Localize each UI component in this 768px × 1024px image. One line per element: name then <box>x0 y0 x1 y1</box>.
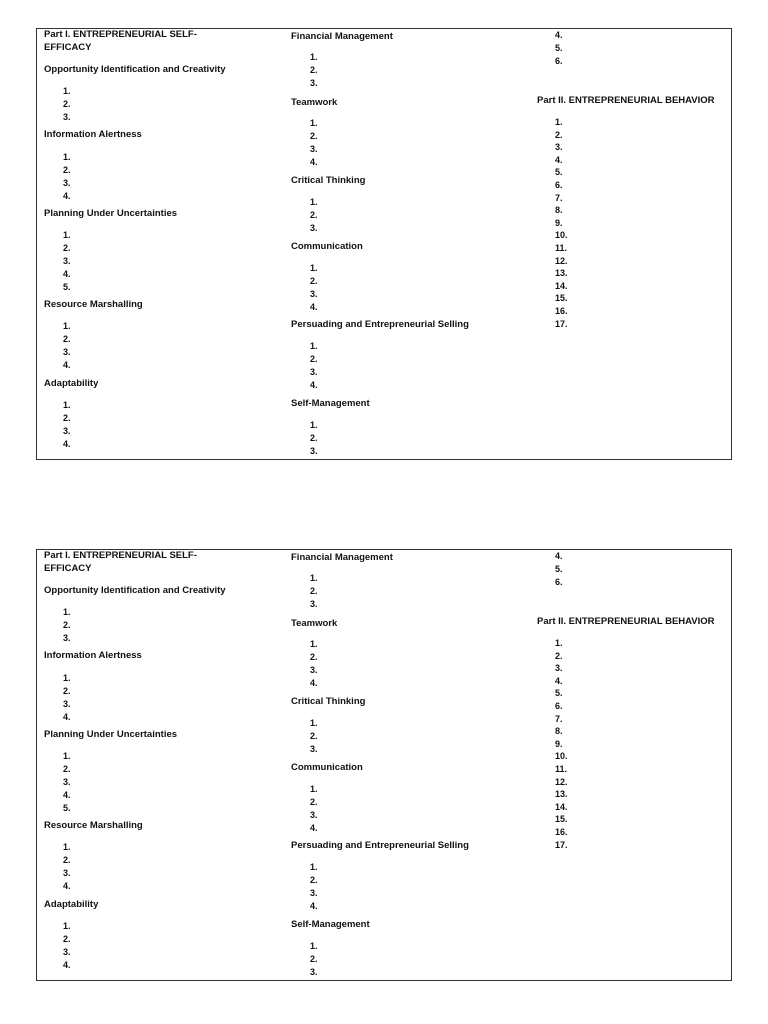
item-number: 3. <box>63 867 71 878</box>
section-heading: Opportunity Identification and Creativity <box>44 64 226 75</box>
item-number: 3. <box>310 445 318 456</box>
item-number: 3. <box>63 177 71 188</box>
item-number: 2. <box>310 432 318 443</box>
item-number: 1. <box>310 573 318 583</box>
item-number: 1. <box>63 842 71 852</box>
item-number: 4. <box>310 301 318 312</box>
part-2-title: Part II. ENTREPRENEURIAL BEHAVIOR <box>537 95 715 106</box>
item-number: 3. <box>63 698 71 709</box>
section-heading: Self-Management <box>291 398 370 409</box>
item-number: 3. <box>63 946 71 957</box>
item-number: 4. <box>555 675 563 686</box>
item-number: 2. <box>310 651 318 662</box>
section-heading: Teamwork <box>291 618 338 629</box>
item-number: 2. <box>63 763 71 774</box>
item-number: 4. <box>63 880 71 891</box>
item-number: 2. <box>63 164 71 175</box>
item-number: 2. <box>555 129 563 140</box>
item-number: 1. <box>310 941 318 951</box>
section-heading: Adaptability <box>44 899 99 910</box>
item-number: 1. <box>310 420 318 430</box>
item-number: 1. <box>310 52 318 62</box>
item-number: 17. <box>555 318 568 329</box>
section-heading: Self-Management <box>291 919 370 930</box>
item-number: 3. <box>555 142 563 153</box>
item-number: 3. <box>310 966 318 977</box>
section-heading: Planning Under Uncertainties <box>44 208 178 219</box>
item-number: 1. <box>310 718 318 728</box>
item-number: 14. <box>555 801 568 812</box>
item-number: 4. <box>310 900 318 911</box>
item-number: 3. <box>555 663 563 674</box>
item-number: 1. <box>63 607 71 617</box>
item-number: 3. <box>310 366 318 377</box>
item-number: 10. <box>555 230 568 241</box>
item-number: 4. <box>63 789 71 800</box>
item-number: 4. <box>555 154 563 165</box>
section-heading: Resource Marshalling <box>44 820 143 831</box>
item-number: 1. <box>555 117 563 127</box>
item-number: 15. <box>555 814 568 825</box>
item-number: 3. <box>63 425 71 436</box>
item-number: 15. <box>555 293 568 304</box>
survey-card-bottom <box>36 549 732 981</box>
item-number: 1. <box>310 784 318 794</box>
item-number: 3. <box>310 664 318 675</box>
section-heading: Planning Under Uncertainties <box>44 729 178 740</box>
part-1-title-continued: EFFICACY <box>44 42 92 53</box>
item-number: 9. <box>555 217 563 228</box>
item-number: 4. <box>63 959 71 970</box>
item-number: 1. <box>63 751 71 761</box>
item-number: 5. <box>555 167 563 178</box>
item-number: 2. <box>310 353 318 364</box>
section-heading: Financial Management <box>291 31 393 42</box>
item-number: 2. <box>310 874 318 885</box>
item-number: 16. <box>555 827 568 837</box>
item-number: 1. <box>63 152 71 162</box>
section-heading: Critical Thinking <box>291 175 366 186</box>
item-number: 6. <box>555 180 563 190</box>
item-number: 5. <box>555 42 563 53</box>
item-number: 2. <box>63 685 71 696</box>
item-number: 10. <box>555 751 568 762</box>
item-number: 12. <box>555 776 568 787</box>
item-number: 4. <box>63 359 71 370</box>
item-number: 2. <box>310 209 318 220</box>
item-number: 16. <box>555 306 568 316</box>
item-number: 7. <box>555 192 563 203</box>
item-number: 2. <box>310 953 318 964</box>
item-number: 1. <box>310 263 318 273</box>
item-number: 4. <box>63 711 71 722</box>
item-number: 11. <box>555 764 568 774</box>
item-number: 3. <box>63 346 71 357</box>
item-number: 1. <box>63 230 71 240</box>
item-number: 2. <box>63 242 71 253</box>
item-number: 3. <box>310 222 318 233</box>
item-number: 4. <box>555 551 563 561</box>
item-number: 2. <box>310 796 318 807</box>
section-heading: Critical Thinking <box>291 696 366 707</box>
item-number: 5. <box>555 563 563 574</box>
item-number: 1. <box>555 638 563 648</box>
item-number: 2. <box>310 130 318 141</box>
item-number: 4. <box>555 30 563 40</box>
item-number: 13. <box>555 268 568 279</box>
item-number: 4. <box>310 822 318 833</box>
item-number: 3. <box>310 598 318 609</box>
item-number: 2. <box>63 412 71 423</box>
section-heading: Opportunity Identification and Creativity <box>44 585 226 596</box>
item-number: 1. <box>63 673 71 683</box>
item-number: 2. <box>310 275 318 286</box>
item-number: 13. <box>555 789 568 800</box>
item-number: 2. <box>63 98 71 109</box>
item-number: 1. <box>63 321 71 331</box>
part-2-title: Part II. ENTREPRENEURIAL BEHAVIOR <box>537 616 715 627</box>
item-number: 4. <box>310 677 318 688</box>
section-heading: Information Alertness <box>44 650 142 661</box>
item-number: 4. <box>63 190 71 201</box>
item-number: 6. <box>555 576 563 587</box>
section-heading: Financial Management <box>291 552 393 563</box>
part-1-title: Part I. ENTREPRENEURIAL SELF- <box>44 550 197 561</box>
item-number: 2. <box>310 64 318 75</box>
item-number: 5. <box>63 802 71 813</box>
item-number: 1. <box>310 862 318 872</box>
item-number: 2. <box>555 650 563 661</box>
item-number: 4. <box>63 268 71 279</box>
item-number: 3. <box>63 111 71 122</box>
item-number: 2. <box>310 730 318 741</box>
item-number: 2. <box>63 619 71 630</box>
item-number: 1. <box>310 118 318 128</box>
item-number: 3. <box>310 288 318 299</box>
item-number: 3. <box>310 887 318 898</box>
section-heading: Resource Marshalling <box>44 299 143 310</box>
item-number: 1. <box>63 86 71 96</box>
item-number: 2. <box>63 854 71 865</box>
section-heading: Persuading and Entrepreneurial Selling <box>291 319 469 330</box>
part-1-title-continued: EFFICACY <box>44 563 92 574</box>
section-heading: Teamwork <box>291 97 338 108</box>
item-number: 2. <box>63 333 71 344</box>
item-number: 5. <box>555 688 563 699</box>
item-number: 12. <box>555 255 568 266</box>
item-number: 3. <box>63 632 71 643</box>
item-number: 1. <box>310 341 318 351</box>
item-number: 8. <box>555 726 563 737</box>
item-number: 3. <box>310 77 318 88</box>
item-number: 1. <box>63 400 71 410</box>
item-number: 4. <box>310 156 318 167</box>
section-heading: Adaptability <box>44 378 99 389</box>
item-number: 7. <box>555 713 563 724</box>
section-heading: Persuading and Entrepreneurial Selling <box>291 840 469 851</box>
item-number: 1. <box>310 639 318 649</box>
item-number: 1. <box>63 921 71 931</box>
item-number: 11. <box>555 243 568 253</box>
section-heading: Communication <box>291 762 363 773</box>
item-number: 3. <box>310 809 318 820</box>
item-number: 4. <box>63 438 71 449</box>
item-number: 6. <box>555 55 563 66</box>
part-1-title: Part I. ENTREPRENEURIAL SELF- <box>44 29 197 40</box>
item-number: 3. <box>63 255 71 266</box>
item-number: 3. <box>310 743 318 754</box>
item-number: 17. <box>555 839 568 850</box>
item-number: 2. <box>63 933 71 944</box>
item-number: 3. <box>310 143 318 154</box>
survey-card-top <box>36 28 732 460</box>
section-heading: Information Alertness <box>44 129 142 140</box>
item-number: 14. <box>555 280 568 291</box>
section-heading: Communication <box>291 241 363 252</box>
item-number: 5. <box>63 281 71 292</box>
item-number: 9. <box>555 738 563 749</box>
item-number: 3. <box>63 776 71 787</box>
item-number: 2. <box>310 585 318 596</box>
item-number: 1. <box>310 197 318 207</box>
item-number: 8. <box>555 205 563 216</box>
item-number: 4. <box>310 379 318 390</box>
item-number: 6. <box>555 701 563 711</box>
